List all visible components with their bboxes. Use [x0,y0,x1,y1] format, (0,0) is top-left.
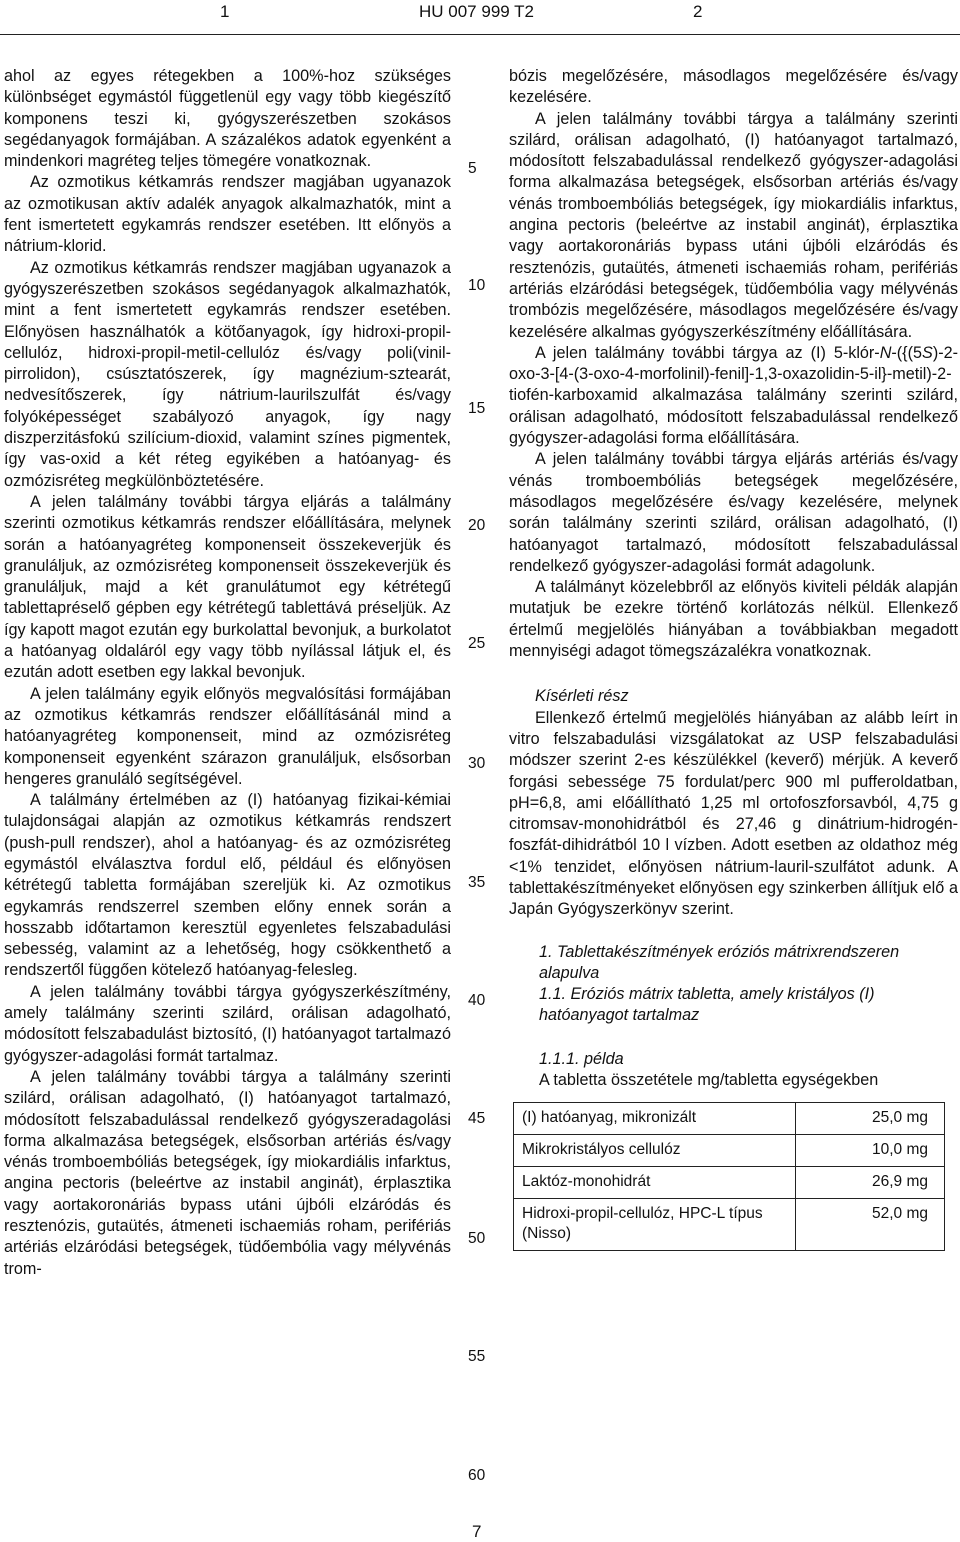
paragraph: A jelen találmány további tárgya a találmány szerinti szilárd, orálisan adagolható, (I) hatóanyagot tartalmazó, módosított felszabadulással rendelkező gyógyszer-adagolási forma alkalmazása betegségek, elsősorban artériás és/vagy vénás tromboembóliás betegségek, így miokardiális infarktus, angina pectoris (beleértve az instabil anginát), érplasztika vagy aortakoronáriás bypass utáni újbóli elzáródás és resztenózis, gutaütés, átmeneti ischaemiás roham, perifériás artériás elzáródási betegségek, tüdőembólia vagy mélyvénás trombózis megelőzésére, másodlagos megelőzésére és/vagy kezelésére alkalmas gyógyszerkészítmény előállítására. [509,109,958,341]
line-number: 55 [468,1348,486,1365]
left-column [4,66,451,1280]
line-number: 20 [468,517,486,534]
table-row [514,1167,945,1199]
page-header [0,0,960,30]
line-number: 45 [468,1110,486,1127]
page-number: 7 [472,1522,482,1541]
amount-cell: 10,0 mg [796,1135,945,1167]
paragraph: Az ozmotikus kétkamrás rendszer magjában ugyanazok a gyógyszerészetben szokásos segédanyagok alkalmazhatók, mint a fent ismertetett egykamrás rendszer esetében. Előnyösen használhatók a kötőanyagok, így hidroxi-propil-cellulóz, hidroxi-propil-metil-cellulóz és/vagy poli(vinil-pirrolidon), csúsztatószerek, így magnézium-sztearát, nedvesítőszerek, így nátrium-laurilszulfát és/vagy folyóképességet szabályozó anyagok, így nagy diszperzitásfokú szilícium-dioxid, valamint színes pigmentek, így vas-oxid a két réteg egyikében a hatóanyag- és ozmózisréteg megkülönböztetésére. [4,258,451,490]
line-number: 35 [468,874,486,891]
line-number: 10 [468,277,486,294]
paragraph: A találmányt közelebbről az előnyös kiviteli példák alapján mutatjuk be ezekre történő korlátozás nélkül. Ellenkező értelmű megjelölés hiányában a továbbiakban megadott mennyiségi adagot tömegszázalékra vonatkoznak. [509,578,958,661]
line-number: 50 [468,1230,486,1247]
line-number: 15 [468,400,486,417]
line-number: 30 [468,755,486,772]
table-row [514,1135,945,1167]
patent-number: HU 007 999 T2 [419,2,534,21]
paragraph: A jelen találmány egyik előnyös megvalósítási formájában az ozmotikus kétkamrás rendszer előállításánál mind a hatóanyagréteg komponenseit, mind az ozmózisréteg komponenseit egyenként szárazon granuláljuk, elsősorban hengeres granuláló segítségével. [4,684,451,788]
paragraph: A jelen találmány további tárgya a találmány szerinti szilárd, orálisan adagolható, (I) hatóanyagot tartalmazó, módosított felszabadulással rendelkező gyógyszeradagolási forma alkalmazása betegségek, elsősorban artériás és/vagy vénás tromboembóliás betegségek, így miokardiális infarktus, angina pectoris (beleértve az instabil anginát), érplasztika vagy aortakoronáriás bypass utáni újbóli elzáródás és resztenózis, gutaütés, átmeneti ischaemiás roham, perifériás artériás elzáródási betegségek, tüdőembólia vagy mélyvénás trom- [4,1067,451,1278]
left-column-number: 1 [220,2,230,21]
line-number: 25 [468,635,486,652]
paragraph: Ellenkező értelmű megjelölés hiányában az alább leírt in vitro felszabadulási vizsgálatokat az USP felszabadulási módszer szerint 2-es készülékkel (keverő) mérjük. A keverő forgási sebessége 75 fordulat/perc 900 ml pufferoldatban, pH=6,8, ami előállítható 1,25 ml ortofoszforsavból, 4,75 g citromsav-monohidrátból és 27,46 g dinátrium-hidrogén-foszfát-dihidrátból 10 l vízben. Adott esetben az oldathoz még <1% tenzidet, előnyösen nátrium-lauril-szulfátot adunk. A tablettakészítményeket előnyösen egy szinkerben állítjuk elő a Japán Gyógyszerkönyv szerint. [509,708,958,919]
ingredient-cell: Hidroxi-propil-cellulóz, HPC-L típus (Nisso) [514,1199,796,1251]
right-column-number: 2 [693,2,703,21]
heading-level-2: 1.1. Eróziós mátrix tabletta, amely kristályos (I) hatóanyagot tartalmaz [539,985,875,1025]
right-column [509,66,958,1251]
amount-cell: 26,9 mg [796,1167,945,1199]
paragraph: A jelen találmány további tárgya eljárás a találmány szerinti ozmotikus kétkamrás rendszer előállítására, melynek során a hatóanyagréteg komponenseit összekeverjük és granuláljuk, az ozmózisréteg komponenseit összekeverjük és granuláljuk, majd a két granulátumot egy kétrétegű tablettapréselő gépben egy kétrétegű tablettává préseljük. Az így kapott magot ezután egy burkolattal bevonjuk, a burkolatot a hatóanyag oldaláról egy vagy több nyílással látjuk el, és ezután adott esetben egy lakkal bevonjuk. [4,492,451,682]
composition-table [513,1102,945,1251]
ingredient-cell: (I) hatóanyag, mikronizált [514,1103,796,1135]
line-number: 40 [468,992,486,1009]
paragraph: ahol az egyes rétegekben a 100%-hoz szükséges különbséget egymástól függetlenül egy vagy több kiegészítő komponens teszi ki, gyógyszerészetben szokásos segédanyagok formájában. A százalékos adatok egyenként a mindenkori magréteg teljes tömegére vonatkoznak. [4,67,451,171]
heading-level-1: 1. Tablettakészítmények eróziós mátrixrendszeren alapulva [539,942,900,982]
heading-level-3: 1.1.1. példa [539,1049,624,1068]
section-title: Kísérleti rész [535,687,629,706]
paragraph: bózis megelőzésére, másodlagos megelőzésére és/vagy kezelésére. [509,67,958,107]
table-row [514,1103,945,1135]
paragraph: A jelen találmány további tárgya gyógyszerkészítmény, amely találmány szerinti szilárd, orálisan adagolható, módosított felszabadulást biztosító, (I) hatóanyagot tartalmazó gyógyszer-adagolási formát tartalmaz. [4,982,451,1065]
ingredient-cell: Laktóz-monohidrát [514,1167,796,1199]
header-rule [0,34,960,35]
amount-cell: 52,0 mg [796,1199,945,1251]
paragraph-compound-use: A jelen találmány további tárgya az (I) 5-klór-N-({(5S)-2-oxo-3-[4-(3-oxo-4-morfolinil)-fenil]-1,3-oxazolidin-5-il}-metil)-2-tiofén-karboxamid alkalmazása találmány szerinti szilárd, orálisan adagolható, módosított felszabadulással rendelkező gyógyszer-adagolási forma előállítására. [509,343,958,448]
paragraph: Az ozmotikus kétkamrás rendszer magjában ugyanazok az ozmotikusan aktív adalék anyagok alkalmazhatók, mint a fent ismertetett egykamrás rendszer esetében. Itt előnyös a nátrium-klorid. [4,173,451,256]
amount-cell: 25,0 mg [796,1103,945,1135]
paragraph: A jelen találmány további tárgya eljárás artériás és/vagy vénás tromboembóliás betegségek megelőzésére, másodlagos megelőzésére és/vagy kezelésére, melynek során találmány szerinti szilárd, orálisan adagolható, (I) hatóanyagot tartalmazó, módosított felszabadulással rendelkező gyógyszer-adagolási formát adagolunk. [509,450,958,575]
line-number: 5 [468,160,477,177]
ingredient-cell: Mikrokristályos cellulóz [514,1135,796,1167]
paragraph: A találmány értelmében az (I) hatóanyag fizikai-kémiai tulajdonságai alapján az ozmotikus kétkamrás rendszert (push-pull rendszer), ahol a hatóanyag- és az ozmózisréteg egymástól elválasztva fordul elő, például és előnyösen kétrétegű tabletta formájában szereljük ki. Az ozmotikus egykamrás rendszerrel szemben előny ennek során a hosszabb időtartamon keresztül egyenletes felszabadulási sebesség, valamint az a lehetőség, hogy csökkenthető a rendszertől függően kötelező hatóanyag-felesleg. [4,791,451,980]
line-number: 60 [468,1467,486,1484]
table-caption: A tabletta összetétele mg/tabletta egységekben [539,1071,879,1090]
table-row [514,1199,945,1251]
